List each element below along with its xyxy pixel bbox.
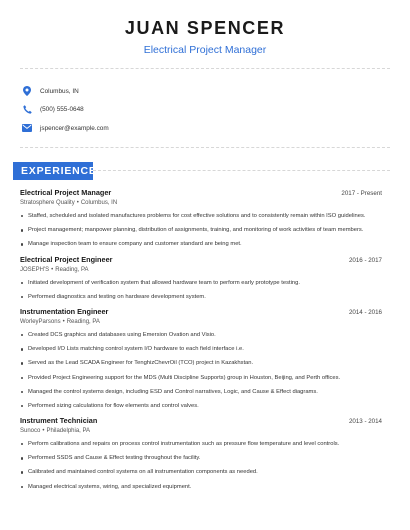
job-org: WorleyParsons • Reading, PA	[20, 318, 100, 325]
contact-list	[20, 82, 390, 138]
job-bullet: Calibrated and maintained control systems on all instrumentation components as needed.	[20, 468, 382, 477]
experience-list	[20, 188, 382, 497]
contact-divider	[20, 147, 390, 148]
job-dates: 2017 - Present	[341, 190, 382, 197]
header-divider	[20, 68, 390, 69]
job-bullet: Performed diagnostics and testing on hardware development system.	[20, 293, 382, 302]
job-bullets	[20, 212, 382, 249]
job-dates: 2013 - 2014	[348, 418, 382, 426]
job-company: WorleyParsons	[20, 318, 61, 325]
job-entry	[20, 255, 382, 302]
job-location: Reading, PA	[55, 266, 89, 273]
contact-location	[20, 82, 390, 100]
phone-icon	[22, 105, 32, 115]
job-bullet: Project management; manpower planning, distribution of assignments, training, and monitoring of work activities of team members.	[20, 226, 382, 235]
job-location: Reading, PA	[66, 318, 100, 325]
resume-header	[0, 18, 410, 56]
experience-heading: EXPERIENCE	[13, 162, 93, 180]
candidate-title: Electrical Project Manager	[143, 44, 267, 56]
job-location: Philadelphia, PA	[46, 428, 91, 435]
contact-phone-text: (500) 555-0648	[40, 106, 84, 113]
job-entry	[20, 307, 382, 411]
job-bullet: Staffed, scheduled and isolated manufactures problems for cost effective solutions and to consistently remain within ISO guidelines.	[20, 212, 382, 221]
experience-heading-line	[93, 170, 390, 171]
job-company: Stratosphere Quality	[20, 200, 75, 206]
job-bullets	[20, 279, 382, 302]
job-title: Instrumentation Engineer	[20, 306, 109, 316]
job-bullet: Perform calibrations and repairs on process control instrumentation such as pressure flow temperature and level controls.	[20, 440, 382, 449]
job-bullet: Developed I/O Lists matching control system I/O hardware to each field interface i.e.	[20, 345, 382, 354]
job-entry	[20, 416, 382, 491]
job-org: Stratosphere Quality • Columbus, IN	[20, 200, 118, 206]
job-bullet: Performed sizing calculations for flow elements and control valves.	[20, 402, 382, 411]
job-title: Electrical Project Manager	[20, 188, 112, 197]
job-entry	[20, 188, 382, 249]
job-org: Sunoco • Philadelphia, PA	[20, 428, 91, 435]
job-title: Electrical Project Engineer	[20, 254, 113, 264]
job-bullet: Performed SSDS and Cause & Effect testing throughout the facility.	[20, 454, 382, 463]
contact-email-text: jspencer@example.com	[40, 124, 109, 132]
job-company: JOSEPH'S	[20, 266, 50, 273]
job-title: Instrument Technician	[20, 416, 98, 426]
job-bullets	[20, 440, 382, 491]
job-bullets	[20, 331, 382, 411]
job-location: Columbus, IN	[80, 200, 118, 206]
job-org: JOSEPH'S • Reading, PA	[20, 266, 89, 273]
job-company: Sunoco	[20, 428, 41, 435]
job-bullet: Provided Project Engineering support for the MDS (Multi Discipline Supports) group in Houston, Beijing, and Perth offices.	[20, 374, 382, 383]
email-icon	[22, 123, 32, 133]
job-bullet: Manage inspection team to ensure company and customer standard are being met.	[20, 240, 382, 249]
contact-email	[20, 119, 390, 137]
job-bullet: Managed the control systems design, including ESD and Control narratives, Logic, and Cause & Effect diagrams.	[20, 388, 382, 397]
job-bullet: Served as the Lead SCADA Engineer for TenghizChevrOil (TCO) project in Kazakhstan.	[20, 359, 382, 368]
contact-location-text: Columbus, IN	[40, 87, 79, 95]
candidate-name: JUAN SPENCER	[124, 18, 286, 38]
job-bullet: Created DCS graphics and databases using Emersion Ovation and Visio.	[20, 331, 382, 340]
job-bullet: Managed electrical systems, wiring, and specialized equipment.	[20, 483, 382, 492]
job-bullet: Initiated development of verification system that allowed hardware team to perform early prototype testing.	[20, 279, 382, 288]
contact-phone	[20, 101, 390, 119]
location-pin-icon	[22, 86, 32, 96]
job-dates: 2014 - 2016	[348, 308, 382, 316]
job-dates: 2016 - 2017	[348, 256, 382, 264]
